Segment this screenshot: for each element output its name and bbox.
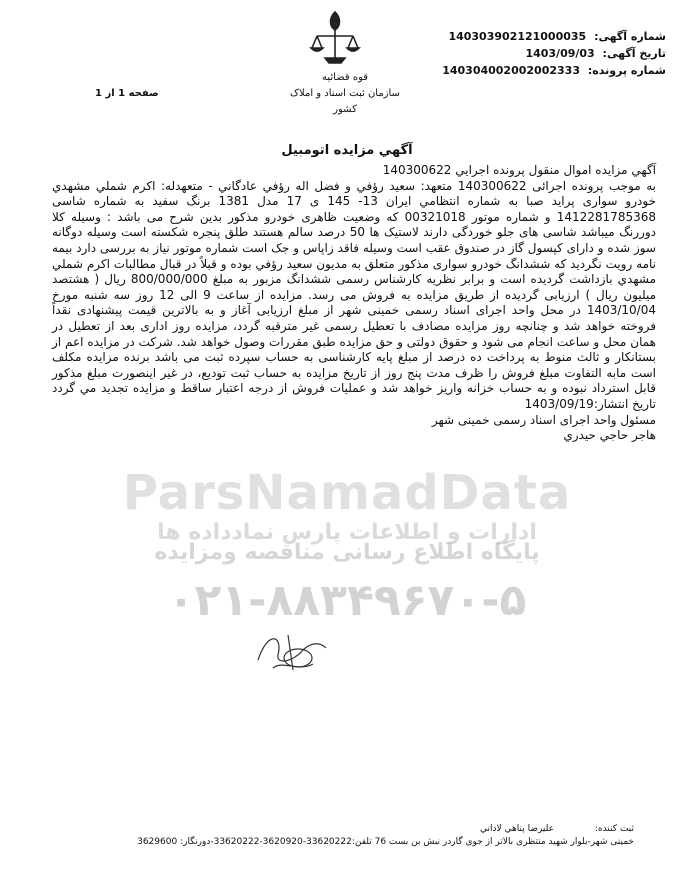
notice-title: آگهي مزايده اتومبيل	[281, 143, 413, 158]
notice-main-paragraph: به موجب پرونده اجرائی 140300622 متعهد: سعيد رؤفي و فضل اله رؤفي عادگاني - متعهدله: اکرم شملي مشهدي خودرو سواری پرايد صبا به شماره انتظامي ايران 13- 145 ی 17 مدل 1381 برنگ سفید به شماره شاسی 1412281785368 و شماره موتور 00321018 که وضعیت ظاهری خودرو مذکور بدین شرح می باشد : وسیله کلا دوررنگ میباشد شاسی های جلو خوردگی دارند لاستیک ها 50 درصد سالم هستند طلق پنجره شکسته است وسیله دوگانه سوز شده و دارای کپسول گاز در صندوق عقب است وسیله فاقد زاپاس و جک است شماره موتور نیاز به بررسی دارد بیمه نامه رویت نگردید که ششدانگ خودرو سواری مذکور متعلق به مديون سعيد رؤفي بوده و قبلاً در قبال مطالبات اکرم شملي مشهدي بازداشت گرديده است و برابر نظريه كارشناس رسمی ششدانگ مزبور به مبلغ 800/000/000 ريال ( هشتصد ميليون ريال ) ارزيابی گرديده از طريق مزايده به فروش می رسد. مزايده از ساعت 9 الی 12 روز سه شنبه مورخ 1403/10/04 در محل واحد اجرای اسناد رسمی خمينی شهر از مبلغ ارزيابی آغاز و به بالاترين قيمت پيشنهادی نقداً فروخته خواهد شد و چنانچه روز مزايده مصادف با تعطيل رسمی غير مترقبه گردد، مزايده روز اداری بعد از تعطيل در همان محل و ساعت انجام می شود و حقوق دولتی و حق مزايده طبق مقررات وصول خواهد شد. شرکت در مزايده اعم از بستانکار و ثالث منوط به پرداخت ده درصد از مبلغ پايه کارشناسی به حساب سپرده ثبت می باشد برنده مزايده مکلف است مابه التفاوت مبلغ فروش را ظرف مدت پنج روز از تاريخ مزايده به حساب ثبت توديع، در غير اينصورت مبلغ مذکور قابل استرداد نبوده و به حساب خزانه واريز خواهد شد و عمليات فروش از درجه اعتبار ساقط و مزايده تجديد مي گردد تاريخ انتشار:1403/09/19	[52, 178, 657, 411]
judiciary-emblem-icon	[305, 8, 365, 68]
notice-body	[52, 163, 656, 444]
logo-line-judiciary: قوه قضائیه	[321, 72, 369, 83]
notice-signatory-name: هاجر حاجي حيدري	[563, 428, 656, 443]
handwritten-signature	[248, 620, 338, 680]
page-count: صفحه 1 از 1	[95, 88, 159, 99]
logo-text	[285, 70, 405, 118]
ad-date-line	[525, 47, 666, 60]
ad-number-value: 140303902121000035	[448, 30, 587, 43]
watermark-brand: ParsNamadData	[122, 465, 572, 521]
watermark-phone: ۰۲۱-۸۸۳۴۹۶۷۰-۵	[167, 575, 527, 626]
watermark-subtitle: ادارات و اطلاعات پارس نمادداده ها	[157, 520, 537, 545]
ad-date-label: تاریخ آگهی:	[602, 47, 666, 60]
case-number-line	[442, 64, 666, 77]
case-number-value: 140304002002002333	[442, 64, 580, 77]
case-number-label: شماره پرونده:	[587, 64, 666, 77]
notice-signatory-role: مسئول واحد اجرای اسناد رسمی خمينی شهر	[431, 412, 656, 427]
registrar-label: ثبت کننده:	[594, 824, 634, 834]
watermark-tagline: پایگاه اطلاع رسانی مناقصه ومزایده	[154, 540, 540, 565]
logo-line-organization: سازمان ثبت اسناد و املاک کشور	[290, 88, 400, 115]
notice-heading-line: آگهي مزايده اموال منقول پرونده اجرايي 140300622	[382, 163, 656, 177]
ad-number-line	[448, 30, 666, 43]
registrar-name: عليرضا پناهي لاداني	[480, 824, 554, 834]
ad-date-value: 1403/09/03	[525, 47, 595, 60]
office-address: خمینی شهر-بلوار شهید منتظری بالاتر از جوی گاردر نبش بن بست 76 تلفن:33620222-3620920-33620222-دورنگار: 3629600	[137, 837, 634, 847]
ad-number-label: شماره آگهی:	[594, 30, 666, 43]
